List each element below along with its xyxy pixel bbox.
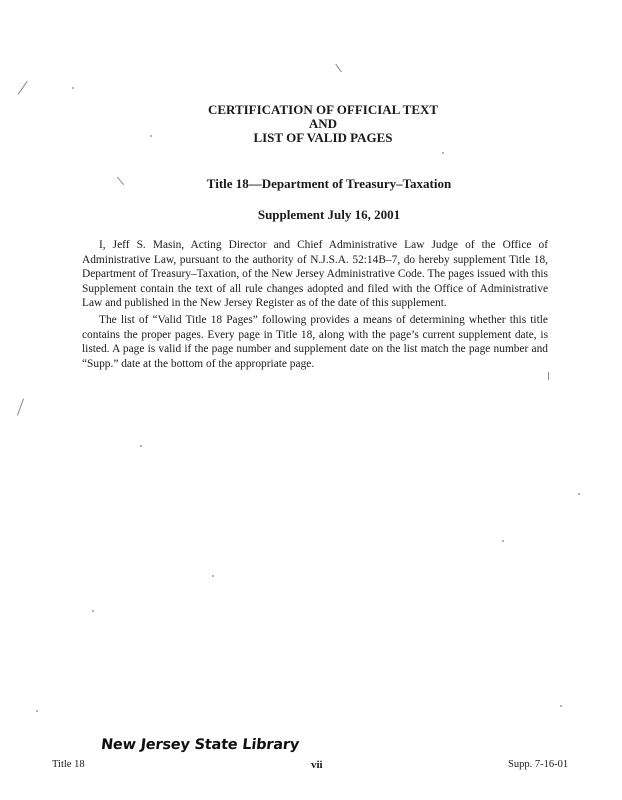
scan-mark — [548, 372, 549, 380]
scan-speck — [72, 87, 74, 89]
scan-speck — [140, 445, 142, 447]
scan-mark — [17, 398, 24, 415]
scan-speck — [92, 610, 94, 612]
scan-speck — [212, 575, 214, 577]
library-stamp: New Jersey State Library — [100, 737, 300, 753]
valid-pages-paragraph: The list of “Valid Title 18 Pages” following provides a means of determining whether this title contains the proper pages. Every page in Title 18, along with the page’s current supplement date, is listed. A page is valid if the page number and supplement date on the list match the page number and “Supp.” date at the bottom of the appropriate page. — [82, 314, 548, 370]
certification-paragraph: I, Jeff S. Masin, Acting Director and Chief Administrative Law Judge of the Office of Administrative Law, pursuant to the authority of N.J.S.A. 52:14B–7, do hereby supplement Title 18, Department of Treasury–Taxation, of the New Jersey Administrative Code. The pages issued with this Supplement contain the text of all rule changes adopted and filed with the Office of Administrative Law and published in the New Jersey Register as of the date of this supplement. — [82, 239, 548, 310]
supplement-heading: Supplement July 16, 2001 — [257, 207, 401, 222]
scan-speck — [150, 135, 152, 137]
footer-title: Title 18 — [52, 759, 85, 770]
certification-heading-line1: CERTIFICATION OF OFFICIAL TEXT — [207, 102, 439, 117]
title-heading: Title 18—Department of Treasury–Taxation — [206, 176, 452, 191]
scan-speck — [578, 493, 580, 495]
footer-supplement-date: Supp. 7-16-01 — [508, 759, 569, 770]
scan-speck — [36, 710, 38, 712]
scan-speck — [560, 705, 562, 707]
certification-heading-line3: LIST OF VALID PAGES — [253, 130, 393, 145]
scan-speck — [442, 152, 444, 154]
certification-heading-line2: AND — [308, 116, 338, 131]
scan-mark — [335, 64, 342, 73]
scan-speck — [502, 540, 504, 542]
footer-page-number: vii — [311, 759, 323, 771]
scan-mark — [18, 81, 28, 95]
